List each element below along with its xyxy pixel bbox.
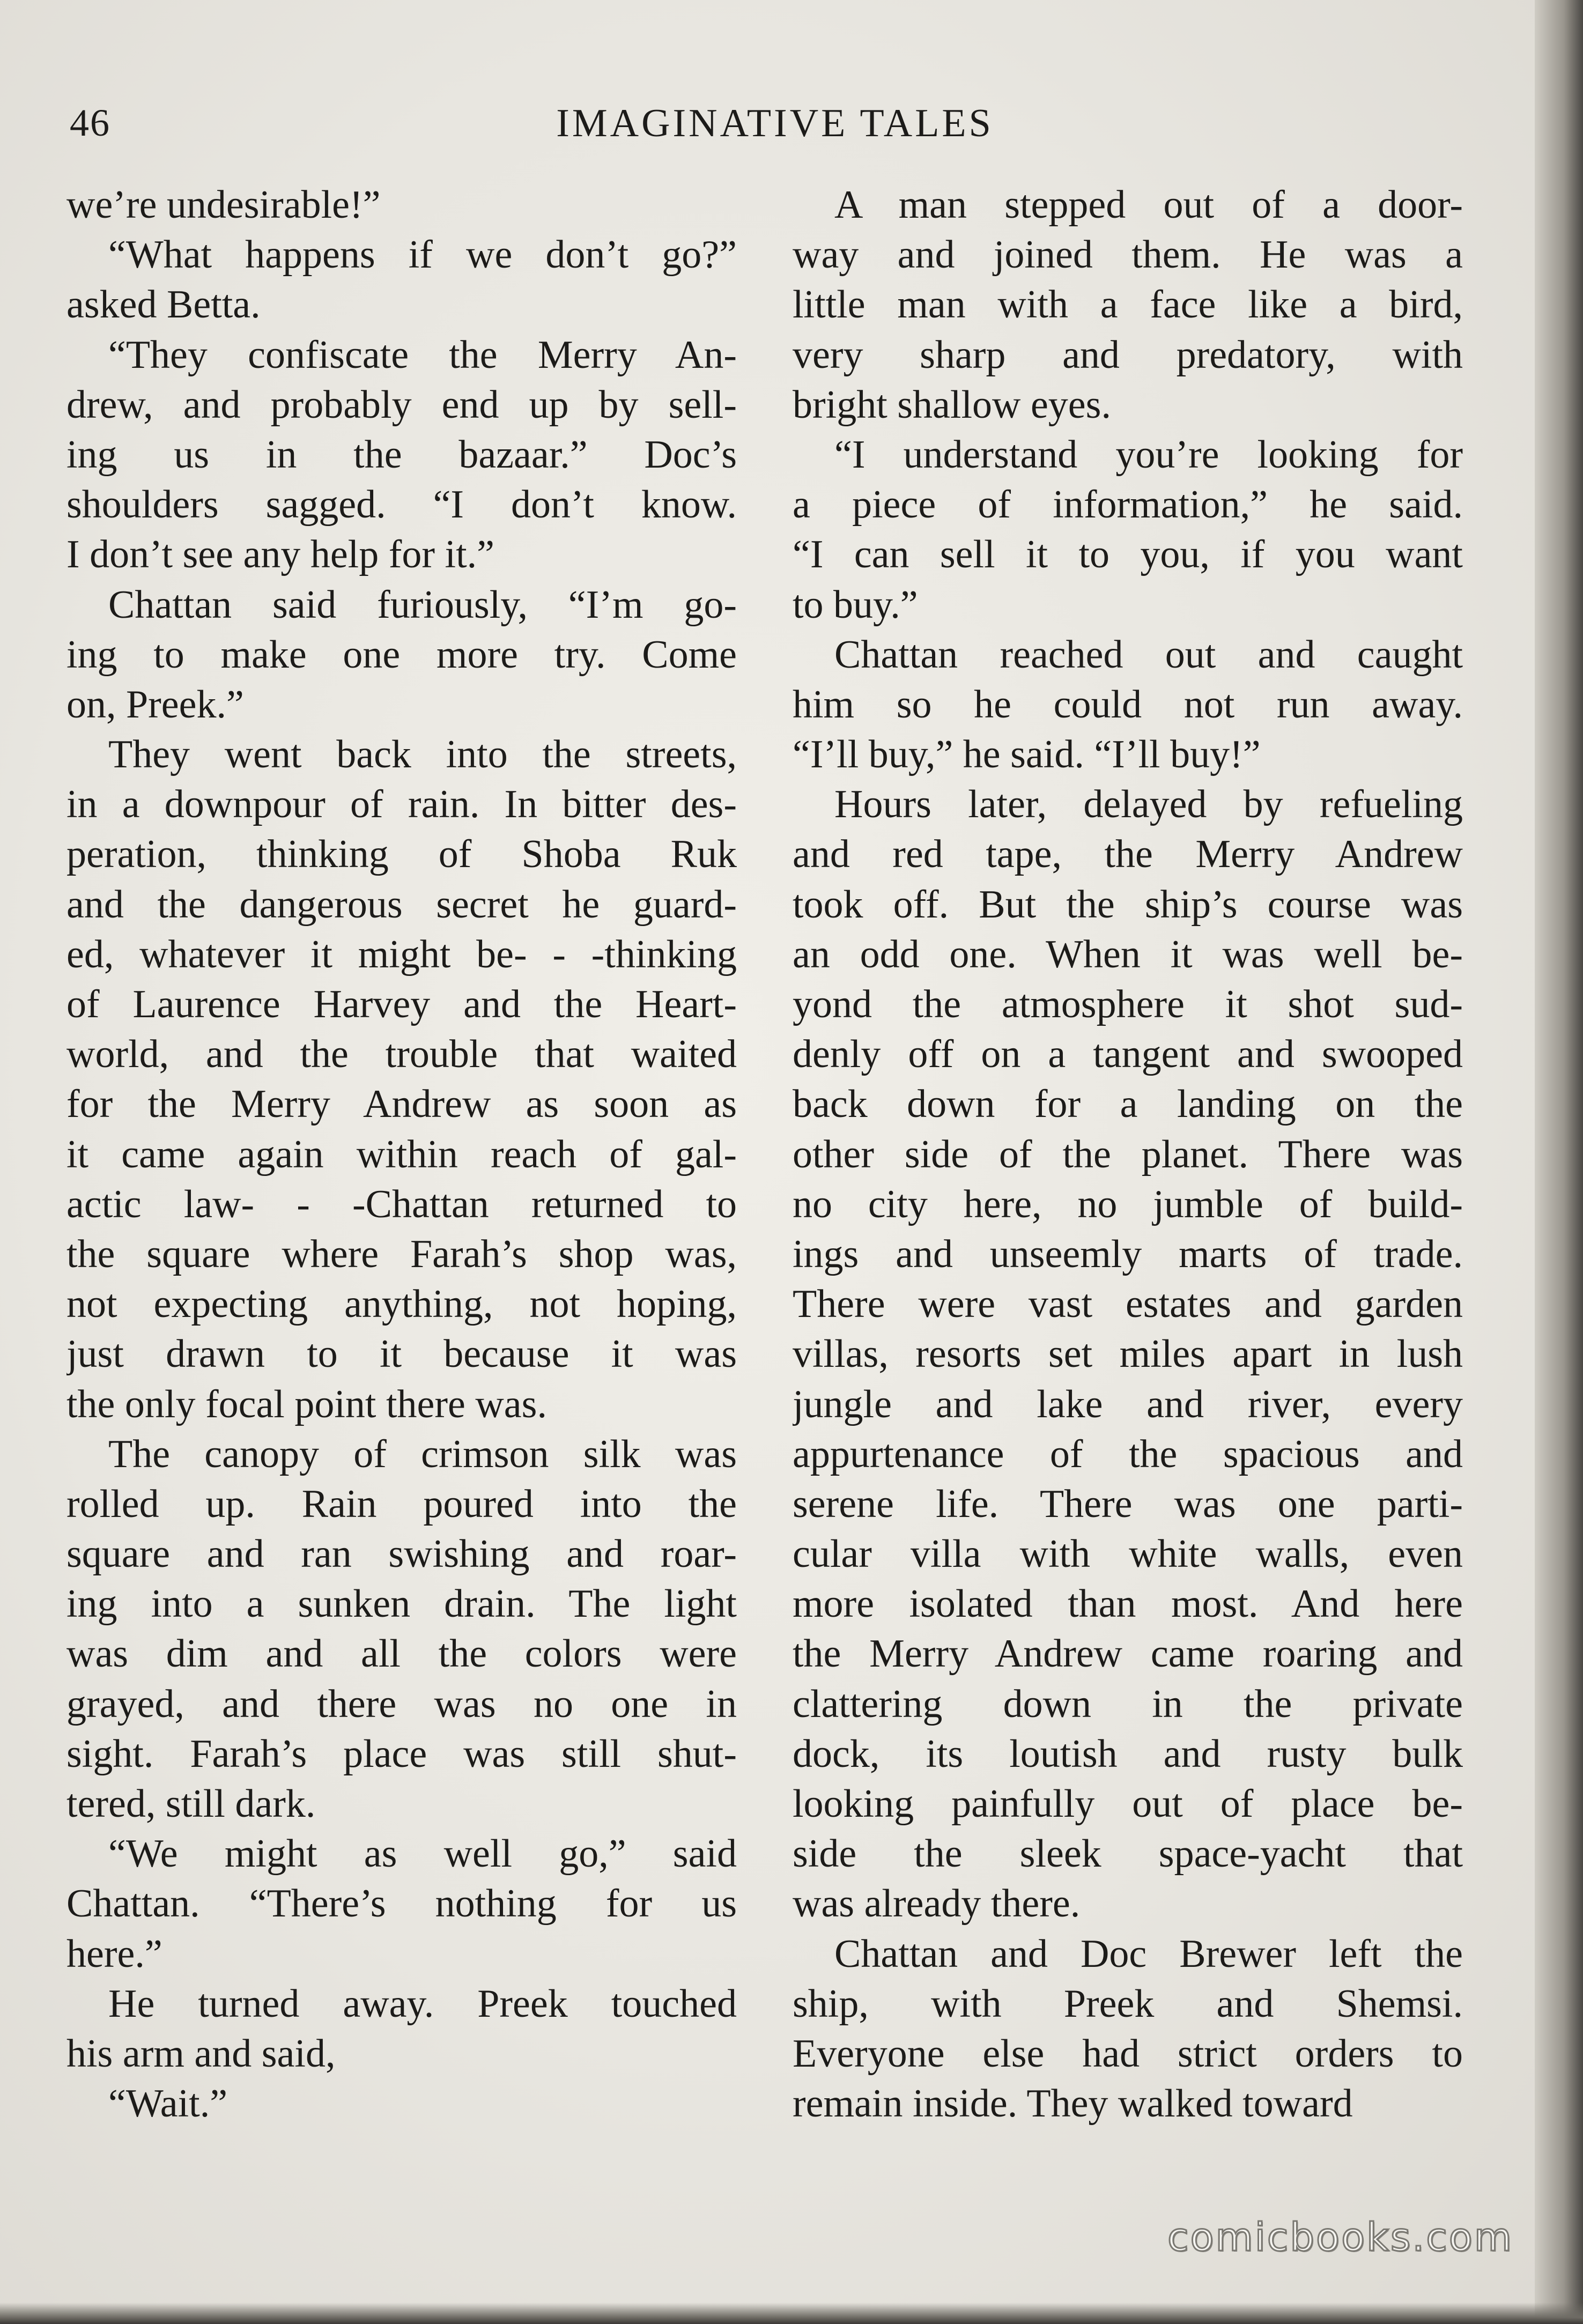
text-line: and red tape, the Merry Andrew bbox=[793, 832, 1463, 877]
text-line: an odd one. When it was well be- bbox=[793, 932, 1463, 976]
text-line: asked Betta. bbox=[66, 283, 261, 327]
text-line: little man with a face like a bird, bbox=[793, 283, 1463, 327]
text-line: the square where Farah’s shop was, bbox=[66, 1232, 737, 1276]
text-line: a piece of information,” he said. bbox=[793, 483, 1463, 527]
text-line: ings and unseemly marts of trade. bbox=[793, 1232, 1463, 1276]
text-line: ed, whatever it might be- - -thinking bbox=[66, 932, 737, 976]
text-line: Chattan and Doc Brewer left the bbox=[834, 1931, 1463, 1976]
text-line: and the dangerous secret he guard- bbox=[66, 882, 737, 927]
text-line: A man stepped out of a door- bbox=[834, 183, 1463, 227]
text-line: clattering down in the private bbox=[793, 1682, 1463, 1726]
text-line: “Wait.” bbox=[108, 2082, 228, 2126]
text-line: sight. Farah’s place was still shut- bbox=[66, 1731, 737, 1776]
text-line: “I can sell it to you, if you want bbox=[793, 532, 1463, 577]
watermark: comicbooks.com bbox=[1167, 2215, 1513, 2260]
text-line: his arm and said, bbox=[66, 2031, 336, 2076]
text-line: rolled up. Rain poured into the bbox=[66, 1482, 737, 1526]
text-line: drew, and probably end up by sell- bbox=[66, 382, 737, 427]
text-line: “We might as well go,” said bbox=[108, 1832, 737, 1876]
text-line: for the Merry Andrew as soon as bbox=[66, 1082, 737, 1127]
text-line: remain inside. They walked toward bbox=[793, 2082, 1353, 2126]
page-bottom-shadow bbox=[0, 2303, 1583, 2324]
text-line: He turned away. Preek touched bbox=[108, 1981, 737, 2026]
text-line: The canopy of crimson silk was bbox=[108, 1432, 737, 1476]
page-edge-shadow bbox=[1535, 0, 1583, 2324]
text-line: bright shallow eyes. bbox=[793, 382, 1111, 427]
text-line: ing us in the bazaar.” Doc’s bbox=[66, 432, 737, 477]
text-line: side the sleek space-yacht that bbox=[793, 1832, 1463, 1876]
left-text-column bbox=[66, 180, 737, 2129]
text-line: we’re undesirable!” bbox=[66, 183, 381, 227]
text-line: villas, resorts set miles apart in lush bbox=[793, 1332, 1463, 1376]
text-line: dock, its loutish and rusty bulk bbox=[793, 1731, 1463, 1776]
text-line: grayed, and there was no one in bbox=[66, 1682, 737, 1726]
text-line: denly off on a tangent and swooped bbox=[793, 1032, 1463, 1077]
text-line: the Merry Andrew came roaring and bbox=[793, 1632, 1463, 1676]
text-line: back down for a landing on the bbox=[793, 1082, 1463, 1127]
text-line: was already there. bbox=[793, 1882, 1081, 1926]
text-line: “They confiscate the Merry An- bbox=[108, 332, 737, 377]
text-line: more isolated than most. And here bbox=[793, 1582, 1463, 1626]
text-line: looking painfully out of place be- bbox=[793, 1782, 1463, 1826]
text-line: not expecting anything, not hoping, bbox=[66, 1282, 737, 1327]
text-line: ship, with Preek and Shemsi. bbox=[793, 1981, 1463, 2026]
text-line: him so he could not run away. bbox=[793, 682, 1463, 727]
text-line: of Laurence Harvey and the Heart- bbox=[66, 982, 737, 1026]
text-line: was dim and all the colors were bbox=[66, 1632, 737, 1676]
text-line: it came again within reach of gal- bbox=[66, 1132, 737, 1176]
text-line: Hours later, delayed by refueling bbox=[834, 782, 1463, 827]
text-line: Chattan. “There’s nothing for us bbox=[66, 1882, 737, 1926]
text-line: square and ran swishing and roar- bbox=[66, 1532, 737, 1577]
page-header bbox=[70, 101, 1480, 160]
text-line: serene life. There was one parti- bbox=[793, 1482, 1463, 1526]
right-text-column bbox=[793, 180, 1463, 2129]
text-line: here.” bbox=[66, 1931, 162, 1976]
text-line: peration, thinking of Shoba Ruk bbox=[66, 832, 737, 877]
text-line: on, Preek.” bbox=[66, 682, 244, 727]
text-line: Chattan said furiously, “I’m go- bbox=[108, 582, 737, 627]
text-line: took off. But the ship’s course was bbox=[793, 882, 1463, 927]
text-line: appurtenance of the spacious and bbox=[793, 1432, 1463, 1476]
text-line: in a downpour of rain. In bitter des- bbox=[66, 782, 737, 827]
text-line: other side of the planet. There was bbox=[793, 1132, 1463, 1176]
text-line: shoulders sagged. “I don’t know. bbox=[66, 483, 737, 527]
text-line: the only focal point there was. bbox=[66, 1382, 547, 1426]
text-line: “I’ll buy,” he said. “I’ll buy!” bbox=[793, 732, 1261, 777]
text-line: to buy.” bbox=[793, 582, 918, 627]
text-line: yond the atmosphere it shot sud- bbox=[793, 982, 1463, 1026]
text-line: cular villa with white walls, even bbox=[793, 1532, 1463, 1577]
text-line: jungle and lake and river, every bbox=[793, 1382, 1463, 1426]
text-line: world, and the trouble that waited bbox=[66, 1032, 737, 1077]
text-line: ing to make one more try. Come bbox=[66, 632, 737, 677]
text-line: just drawn to it because it was bbox=[66, 1332, 737, 1376]
text-line: tered, still dark. bbox=[66, 1782, 316, 1826]
text-line: They went back into the streets, bbox=[108, 732, 737, 777]
text-line: actic law- - -Chattan returned to bbox=[66, 1182, 737, 1226]
text-line: There were vast estates and garden bbox=[793, 1282, 1463, 1327]
text-line: ing into a sunken drain. The light bbox=[66, 1582, 737, 1626]
text-line: very sharp and predatory, with bbox=[793, 332, 1463, 377]
text-line: no city here, no jumble of build- bbox=[793, 1182, 1463, 1226]
text-line: “What happens if we don’t go?” bbox=[108, 233, 737, 277]
text-line: Everyone else had strict orders to bbox=[793, 2031, 1463, 2076]
running-title: IMAGINATIVE TALES bbox=[556, 101, 994, 145]
text-line: “I understand you’re looking for bbox=[834, 432, 1463, 477]
text-line: I don’t see any help for it.” bbox=[66, 532, 494, 577]
text-line: Chattan reached out and caught bbox=[834, 632, 1463, 677]
page-number: 46 bbox=[70, 101, 110, 144]
text-line: way and joined them. He was a bbox=[793, 233, 1463, 277]
